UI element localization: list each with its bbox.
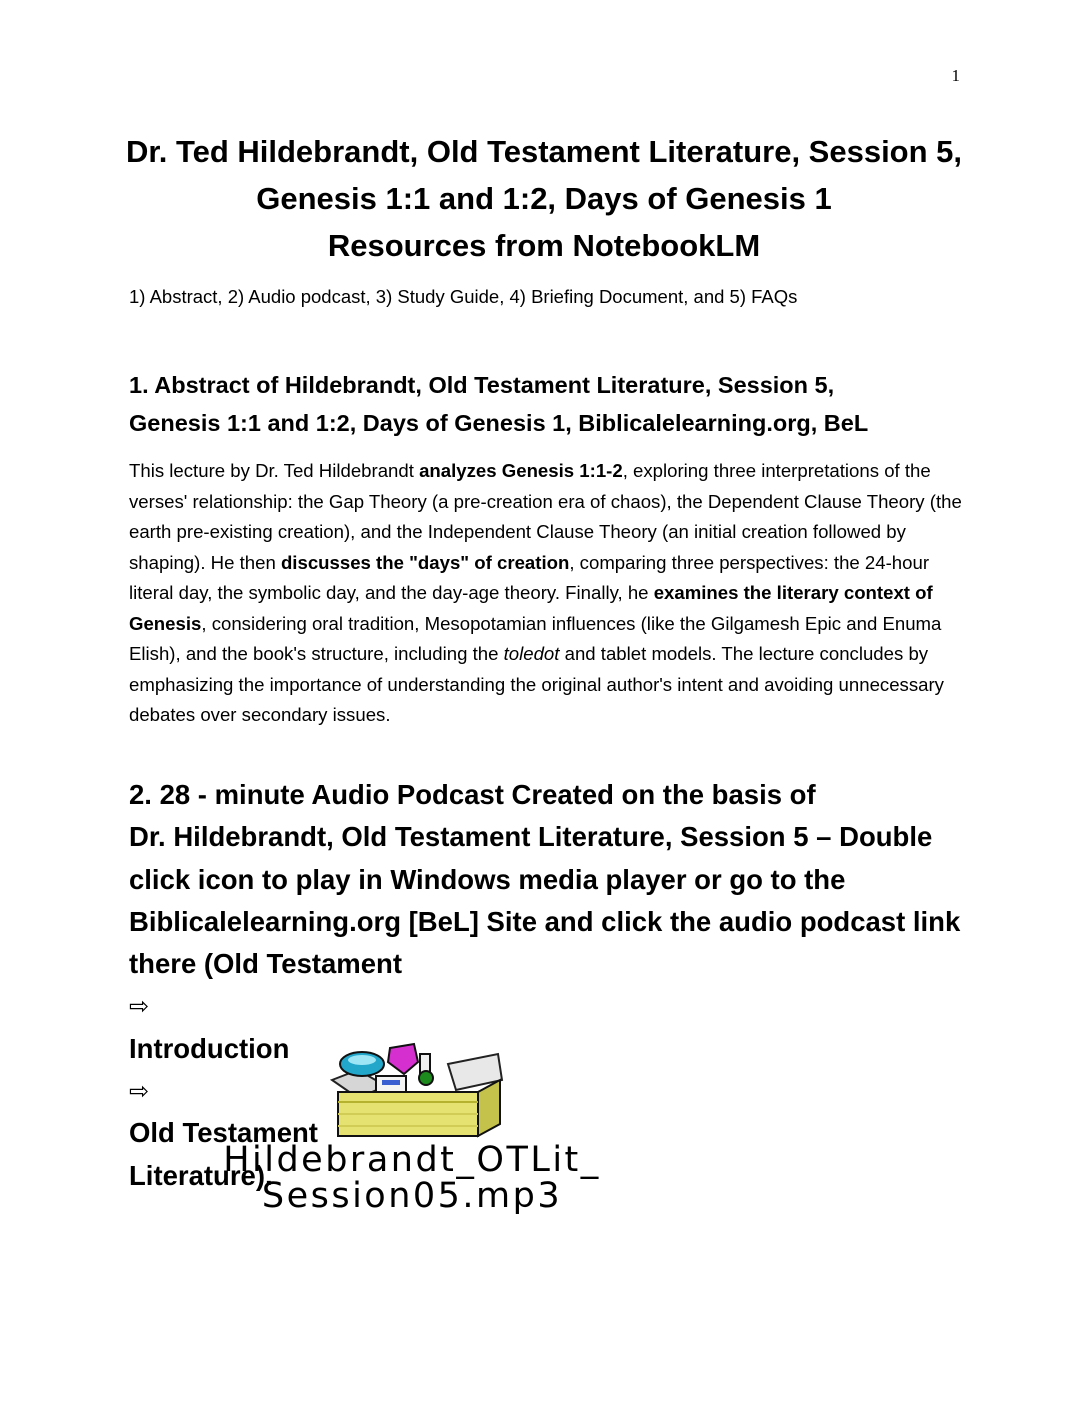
- podcast-heading-line-5: [129, 943, 989, 1154]
- podcast-heading-line-2: Dr. Hildebrandt, Old Testament Literature, Session 5 – Double: [129, 821, 933, 853]
- abstract-italic-toledot: toledot: [503, 643, 560, 664]
- file-label-line-1: Hildebrandt_OTLit_: [223, 1140, 601, 1180]
- abstract-text-5: and tablet models. The lecture concludes by emphasizing the importance of understanding the original author's intent and avoiding unnecessary debates over secondary issues.: [129, 643, 944, 725]
- page-number: 1: [951, 66, 960, 85]
- path-introduction: Introduction: [129, 1032, 290, 1064]
- file-label-line-2: Session05.mp3: [261, 1176, 563, 1216]
- abstract-text-4: , considering oral tradition, Mesopotamian influences (like the Gilgamesh Epic and Enuma Elish), and the book's structure, including the: [129, 612, 942, 664]
- contents-line: 1) Abstract, 2) Audio podcast, 3) Study Guide, 4) Briefing Document, and 5) FAQs: [129, 286, 798, 307]
- title-line-2: Genesis 1:1 and 1:2, Days of Genesis 1: [256, 181, 832, 216]
- abstract-text-3: , comparing three perspectives: the 24-hour literal day, the symbolic day, and the day-age theory. Finally, he: [129, 551, 930, 603]
- abstract-bold-1: analyzes Genesis 1:1-2: [419, 460, 623, 481]
- abstract-text-1: This lecture by Dr. Ted Hildebrandt: [129, 460, 420, 481]
- podcast-heading-line-6: Literature).: [129, 1159, 273, 1191]
- title-line-3: Resources from NotebookLM: [327, 228, 761, 263]
- podcast-heading-line-1: 2. 28 - minute Audio Podcast Created on the basis of: [129, 779, 816, 810]
- podcast-heading: [129, 774, 989, 1197]
- path-old-testament: there (Old Testament: [129, 948, 403, 980]
- abstract-text-2: , exploring three interpretations of the verses' relationship: the Gap Theory (a pre-creation era of chaos), the Dependent Clause Theory (the earth pre-existing creation), and the Independent Clause Theory (an initial creation followed by shaping). He then: [129, 460, 962, 573]
- abstract-bold-3: examines the literary context of Genesis: [129, 582, 933, 634]
- abstract-heading-line-2: Genesis 1:1 and 1:2, Days of Genesis 1, Biblicalelearning.org, BeL: [129, 410, 869, 436]
- podcast-heading-line-3: click icon to play in Windows media player or go to the: [129, 863, 846, 895]
- podcast-heading-line-4: Biblicalelearning.org [BeL] Site and click the audio podcast link: [129, 905, 961, 937]
- abstract-heading-line-1: 1. Abstract of Hildebrandt, Old Testament Literature, Session 5,: [129, 372, 835, 398]
- abstract-bold-2: discusses the "days" of creation: [280, 551, 570, 573]
- arrow-right-icon: ⇨: [129, 1077, 150, 1106]
- title-line-1: Dr. Ted Hildebrandt, Old Testament Literature, Session 5,: [125, 134, 963, 169]
- abstract-paragraph: [129, 456, 971, 731]
- abstract-heading: [129, 366, 969, 442]
- arrow-right-icon: ⇨: [129, 992, 150, 1021]
- media-package-icon[interactable]: [328, 1040, 508, 1140]
- path-old-testament-2: Old Testament: [129, 1117, 318, 1149]
- document-title: [100, 128, 988, 269]
- audio-file-link[interactable]: [132, 1142, 692, 1214]
